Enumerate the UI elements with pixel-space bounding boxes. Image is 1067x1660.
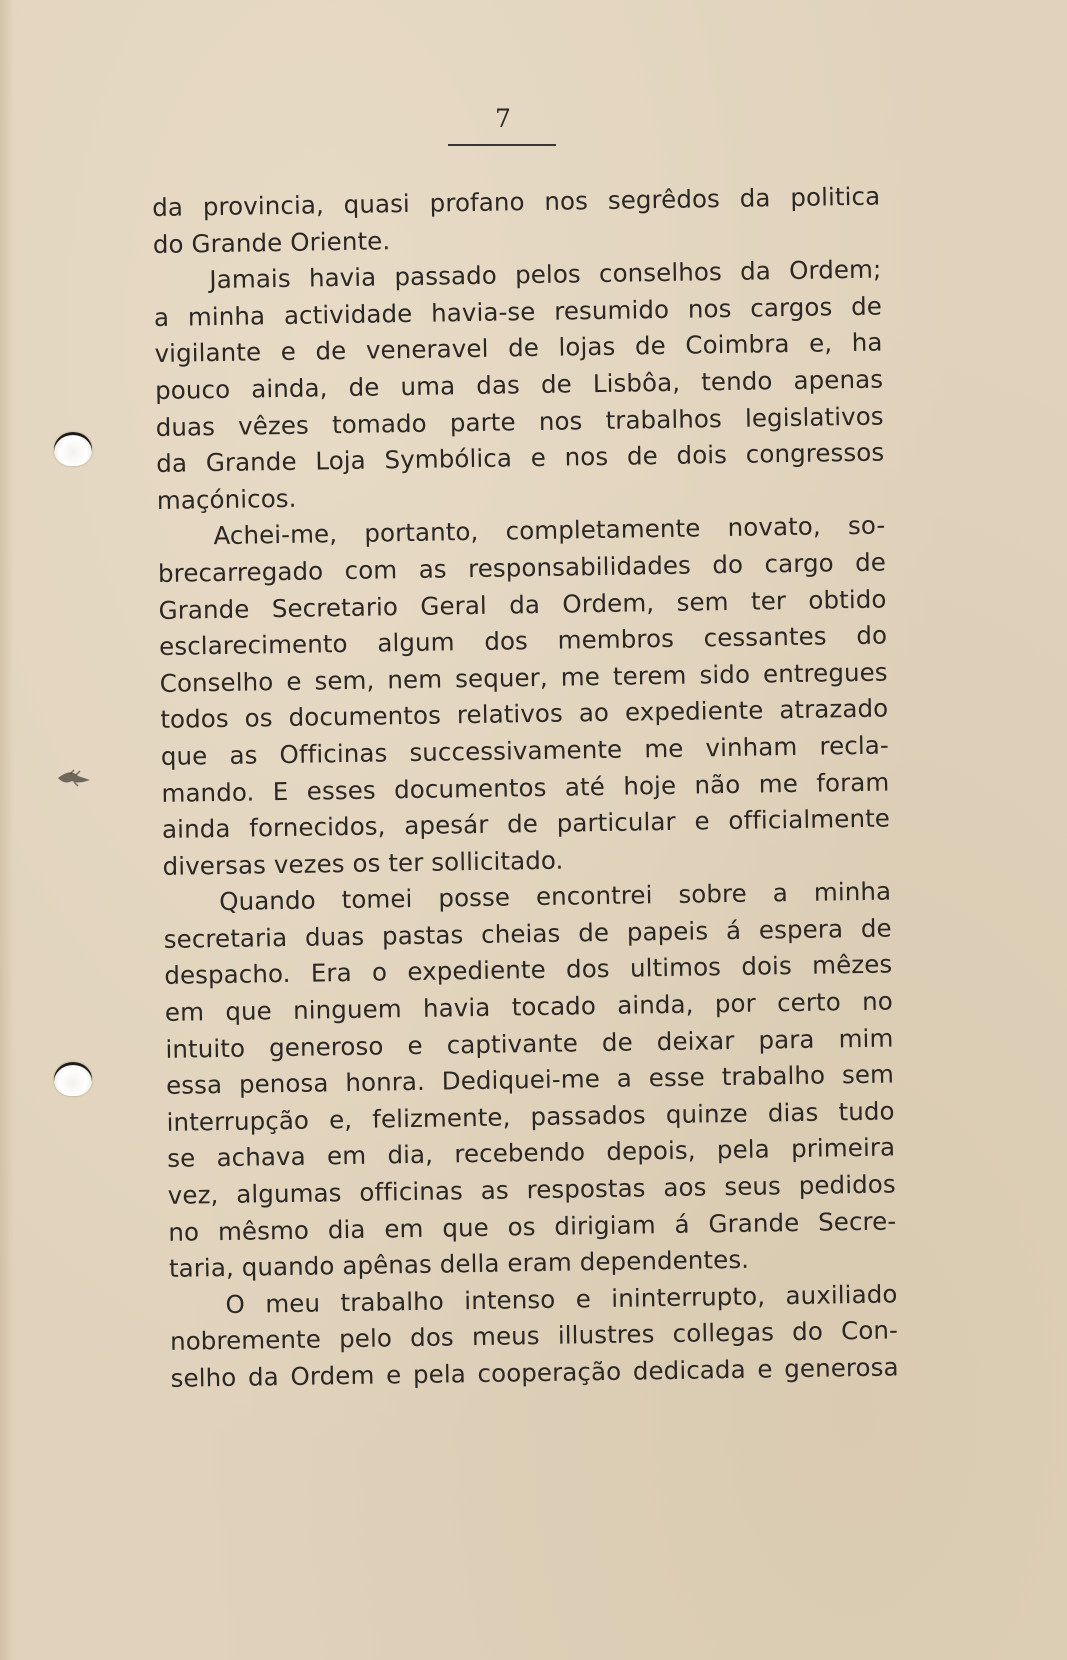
- text-line: Achei-me, portanto, completamente novato, so-: [213, 510, 886, 551]
- text-line: brecarregado com as responsabilidades do cargo de: [157, 547, 887, 588]
- text-line: essa penosa honra. Dediquei-me a esse trabalho sem: [165, 1059, 895, 1101]
- text-line: vigilante e de veneravel de lojas de Coimbra e, ha: [154, 327, 883, 369]
- text-line: mando. E esses documentos até hoje não me foram: [161, 766, 890, 808]
- text-line: do Grande Oriente.: [152, 225, 391, 259]
- text-line: taria, quando apênas della eram dependentes.: [168, 1244, 750, 1284]
- text-line: em que ninguem havia tocado ainda, por certo no: [164, 986, 894, 1027]
- text-line: duas vêzes tomado parte nos trabalhos legislativos: [155, 401, 884, 442]
- punch-hole-icon: [54, 432, 92, 466]
- text-line: nobremente pelo dos meus illustres collegas do Con-: [169, 1315, 899, 1357]
- text-line: Jamais havia passado pelos conselhos da Ordem;: [209, 254, 882, 295]
- text-line: Quando tomei posse encontrei sobre a minha: [218, 876, 892, 917]
- text-line: vez, algumas officinas as respostas aos seus pedidos: [167, 1169, 896, 1210]
- text-line: O meu trabalho intenso e ininterrupto, auxiliado: [225, 1279, 898, 1319]
- text-line: intuito generoso e captivante de deixar para mim: [165, 1023, 894, 1064]
- text-line: despacho. Era o expediente dos ultimos dois mêzes: [164, 949, 893, 991]
- text-line: da provincia, quasi profano nos segrêdos da politica: [152, 181, 881, 222]
- text-line: Grande Secretario Geral da Ordem, sem ter obtido: [158, 584, 887, 625]
- text-line: todos os documentos relativos ao expediente atrazado: [160, 693, 889, 735]
- body-text: [152, 179, 899, 1398]
- page-edge-shadow: [0, 0, 14, 1660]
- text-line: que as Officinas successivamente me vinham recla-: [160, 730, 890, 771]
- page-number: 7: [495, 104, 511, 133]
- page-number-rule: [448, 144, 556, 146]
- text-line: no mêsmo dia em que os dirigiam á Grande Secre-: [168, 1206, 897, 1247]
- text-line: selho da Ordem e pela cooperação dedicada e generosa: [170, 1352, 899, 1393]
- text-line: interrupção e, felizmente, passados quinze dias tudo: [166, 1096, 895, 1137]
- text-line: a minha actividade havia-se resumido nos cargos de: [153, 291, 883, 332]
- text-line: esclarecimento algum dos membros cessantes do: [158, 620, 888, 662]
- text-line: da Grande Loja Symbólica e nos de dois congressos: [156, 437, 885, 479]
- text-line: maçónicos.: [156, 483, 297, 515]
- text-line: diversas vezes os ter sollicitado.: [162, 845, 564, 881]
- text-line: se achava em dia, recebendo depois, pela primeira: [166, 1132, 896, 1174]
- text-line: ainda fornecidos, apesár de particular e officialmente: [161, 803, 891, 845]
- text-line: pouco ainda, de uma das de Lisbôa, tendo apenas: [154, 364, 884, 405]
- fleuron-icon: [56, 766, 96, 790]
- punch-hole-icon: [54, 1062, 92, 1096]
- text-line: secretaria duas pastas cheias de papeis á espera de: [163, 913, 892, 954]
- text-line: Conselho e sem, nem sequer, me terem sido entregues: [159, 657, 888, 698]
